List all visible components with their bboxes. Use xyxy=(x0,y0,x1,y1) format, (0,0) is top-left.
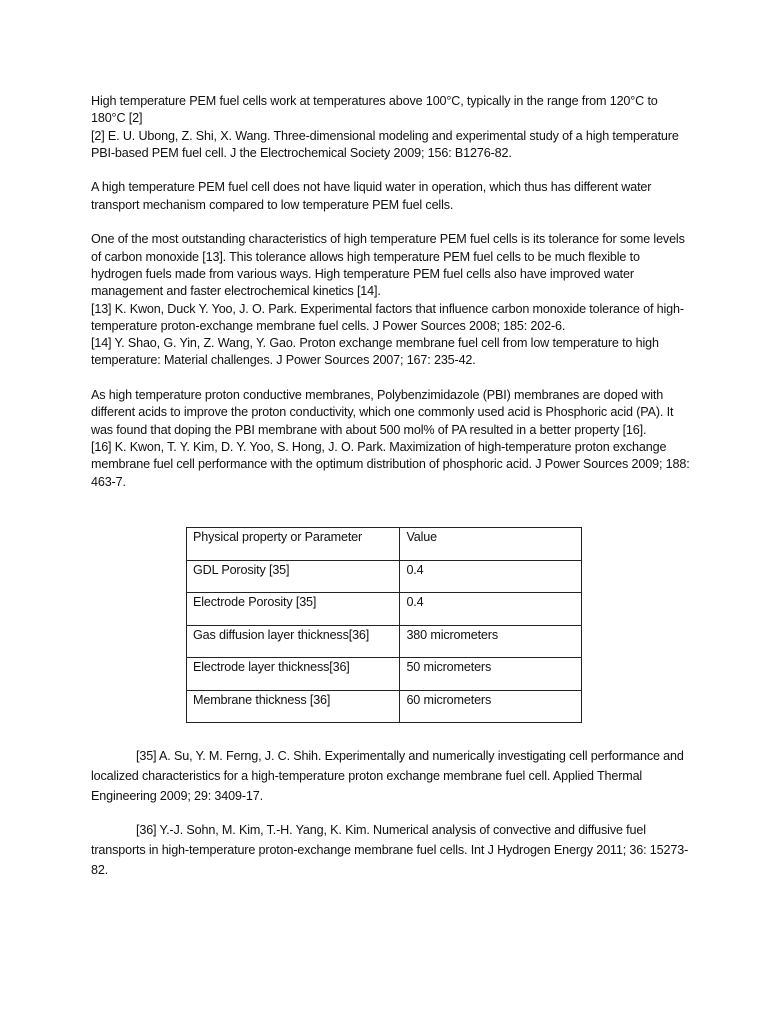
table-row xyxy=(187,625,582,658)
table-row xyxy=(187,560,582,593)
paragraph-1-text: High temperature PEM fuel cells work at temperatures above 100°C, typically in the range from 120°C to 180°C [2] xyxy=(91,94,658,126)
table-cell: Membrane thickness [36] xyxy=(187,690,400,723)
paragraph-3 xyxy=(91,231,691,369)
table-cell: GDL Porosity [35] xyxy=(187,560,400,593)
table-references xyxy=(91,746,691,880)
table-header-cell: Value xyxy=(400,528,582,561)
paragraph-2-text: A high temperature PEM fuel cell does not have liquid water in operation, which thus has different water transport mechanism compared to low temperature PEM fuel cells. xyxy=(91,180,652,212)
table-cell: 60 micrometers xyxy=(400,690,582,723)
table-cell: Electrode Porosity [35] xyxy=(187,593,400,626)
reference-35: [35] A. Su, Y. M. Ferng, J. C. Shih. Experimentally and numerically investigating cell performance and localized characteristics for a high-temperature proton exchange membrane fuel cell. Applied Thermal Engineering 2009; 29: 3409-17. xyxy=(91,749,684,803)
table-cell: 50 micrometers xyxy=(400,658,582,691)
table-cell: Electrode layer thickness[36] xyxy=(187,658,400,691)
table-cell: 380 micrometers xyxy=(400,625,582,658)
paragraph-1 xyxy=(91,93,691,162)
paragraph-4-text: As high temperature proton conductive membranes, Polybenzimidazole (PBI) membranes are doped with different acids to improve the proton conductivity, which one commonly used acid is Phosphoric acid (PA). It was found that doping the PBI membrane with about 500 mol% of PA resulted in a better property [16]. xyxy=(91,388,674,437)
reference-36: [36] Y.-J. Sohn, M. Kim, T.-H. Yang, K. Kim. Numerical analysis of convective and diffusive fuel transports in high-temperature proton-exchange membrane fuel cells. Int J Hydrogen Energy 2011; 36: 15273-82. xyxy=(91,823,689,877)
table-row xyxy=(187,690,582,723)
document-body xyxy=(91,93,691,491)
table-cell: 0.4 xyxy=(400,593,582,626)
paragraph-3-text: One of the most outstanding characteristics of high temperature PEM fuel cells is its tolerance for some levels of carbon monoxide [13]. This tolerance allows high temperature PEM fuel cells to be much flexible to hydrogen fuels made from various ways. High temperature PEM fuel cells also have improved water management and faster electrochemical kinetics [14]. xyxy=(91,232,685,299)
reference-14: [14] Y. Shao, G. Yin, Z. Wang, Y. Gao. Proton exchange membrane fuel cell from low temperature to high temperature: Material challenges. J Power Sources 2007; 167: 235-42. xyxy=(91,336,659,368)
table-cell: Gas diffusion layer thickness[36] xyxy=(187,625,400,658)
paragraph-4 xyxy=(91,387,691,491)
table-header-cell: Physical property or Parameter xyxy=(187,528,400,561)
reference-16: [16] K. Kwon, T. Y. Kim, D. Y. Yoo, S. Hong, J. O. Park. Maximization of high-temperature proton exchange membrane fuel cell performance with the optimum distribution of phosphoric acid. J Power Sources 2009; 188: 463-7. xyxy=(91,439,690,489)
paragraph-2 xyxy=(91,179,691,214)
reference-2: [2] E. U. Ubong, Z. Shi, X. Wang. Three-dimensional modeling and experimental study of a high temperature PBI-based PEM fuel cell. J the Electrochemical Society 2009; 156: B1276-82. xyxy=(91,128,679,160)
table-header-row xyxy=(187,528,582,561)
table-cell: 0.4 xyxy=(400,560,582,593)
property-table xyxy=(186,527,582,723)
table-row xyxy=(187,593,582,626)
table-row xyxy=(187,658,582,691)
reference-13: [13] K. Kwon, Duck Y. Yoo, J. O. Park. Experimental factors that influence carbon monoxide tolerance of high-temperature proton-exchange membrane fuel cells. J Power Sources 2008; 185: 202-6. xyxy=(91,301,684,333)
